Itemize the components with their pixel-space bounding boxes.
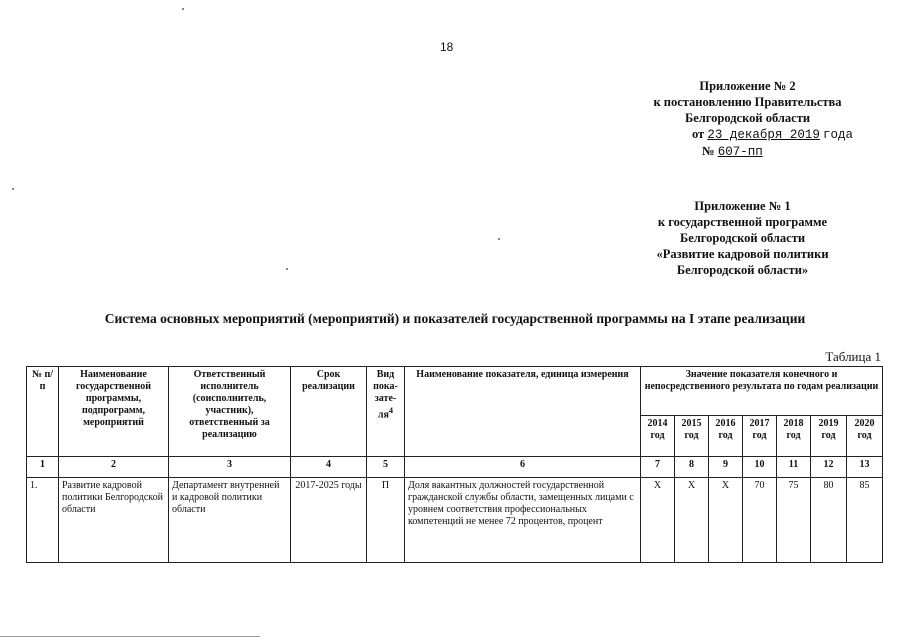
row-value-2016: Х (709, 478, 743, 563)
column-number: 1 (27, 457, 59, 478)
year-header: 2015 год (675, 416, 709, 457)
row-type: П (367, 478, 405, 563)
row-name: Развитие кадровой политики Белгородской области (59, 478, 169, 563)
number-prefix: № (702, 144, 715, 158)
column-number: 4 (291, 457, 367, 478)
row-executor: Департамент внутренней и кадровой политики области (169, 478, 291, 563)
row-value-2017: 70 (743, 478, 777, 563)
annex-1-line4: Белгородской области» (676, 263, 809, 277)
year-header: 2019 год (811, 416, 847, 457)
header-num: № п/п (27, 367, 59, 457)
annex-1-line3: «Развитие кадровой политики (656, 247, 829, 261)
annex-2-number (640, 143, 855, 160)
header-executor: Ответственный исполнитель (соисполнитель, участник), ответственный за реализацию (169, 367, 291, 457)
annex-2-line1: к постановлению Правительства (653, 95, 842, 109)
row-num: 1. (27, 478, 59, 563)
scan-speck (498, 238, 500, 240)
row-value-2020: 85 (847, 478, 883, 563)
row-term: 2017-2025 годы (291, 478, 367, 563)
column-number: 2 (59, 457, 169, 478)
header-type-text: Вид пока-зате-ля (373, 369, 398, 421)
column-number: 11 (777, 457, 811, 478)
header-name: Наименование государственной программы, подпрограмм, мероприятий (59, 367, 169, 457)
column-number: 10 (743, 457, 777, 478)
column-number: 5 (367, 457, 405, 478)
column-number: 12 (811, 457, 847, 478)
row-value-2015: Х (675, 478, 709, 563)
header-type (367, 367, 405, 457)
row-value-2018: 75 (777, 478, 811, 563)
annex-2-date (640, 126, 855, 143)
date-prefix: от (691, 127, 705, 141)
column-number: 13 (847, 457, 883, 478)
column-number: 6 (405, 457, 641, 478)
column-number: 7 (641, 457, 675, 478)
year-header: 2016 год (709, 416, 743, 457)
annex-2-line2: Белгородской области (684, 111, 811, 125)
scan-edge-line (0, 636, 260, 637)
date-suffix: года (822, 128, 853, 142)
header-term: Срок реализации (291, 367, 367, 457)
scan-speck (182, 8, 184, 10)
column-number: 3 (169, 457, 291, 478)
scan-speck (12, 188, 14, 190)
column-number: 9 (709, 457, 743, 478)
year-header: 2014 год (641, 416, 675, 457)
table-label: Таблица 1 (825, 349, 881, 364)
table-header-row (27, 367, 883, 416)
year-header: 2018 год (777, 416, 811, 457)
annex-2-block (640, 78, 855, 160)
row-value-2014: Х (641, 478, 675, 563)
annex-1-line2: Белгородской области (679, 231, 806, 245)
annex-1-line1: к государственной программе (657, 215, 828, 229)
column-number: 8 (675, 457, 709, 478)
number-value: 607-пп (717, 145, 763, 159)
column-number-row (27, 457, 883, 478)
annex-1-title: Приложение № 1 (694, 199, 791, 213)
system-title: Система основных мероприятий (мероприятий) и показателей государственной программы на I этапе реализации (104, 311, 806, 326)
row-indicator: Доля вакантных должностей государственной гражданской службы области, замещенных лицами с уровнем соответствия профессиональных компетенций не менее 72 процентов, процент (405, 478, 641, 563)
row-value-2019: 80 (811, 478, 847, 563)
date-value: 23 декабря 2019 (707, 128, 820, 142)
annex-2-title: Приложение № 2 (699, 79, 796, 93)
header-indicator: Наименование показателя, единица измерения (405, 367, 641, 457)
year-header: 2020 год (847, 416, 883, 457)
header-values: Значение показателя конечного и непосредственного результата по годам реализации (641, 367, 883, 416)
table-row (27, 478, 883, 563)
header-type-footnote: 4 (388, 406, 394, 415)
annex-1-block (630, 198, 855, 278)
page-number: 18 (440, 40, 454, 54)
year-header: 2017 год (743, 416, 777, 457)
program-table (26, 366, 883, 563)
scan-speck (286, 268, 288, 270)
